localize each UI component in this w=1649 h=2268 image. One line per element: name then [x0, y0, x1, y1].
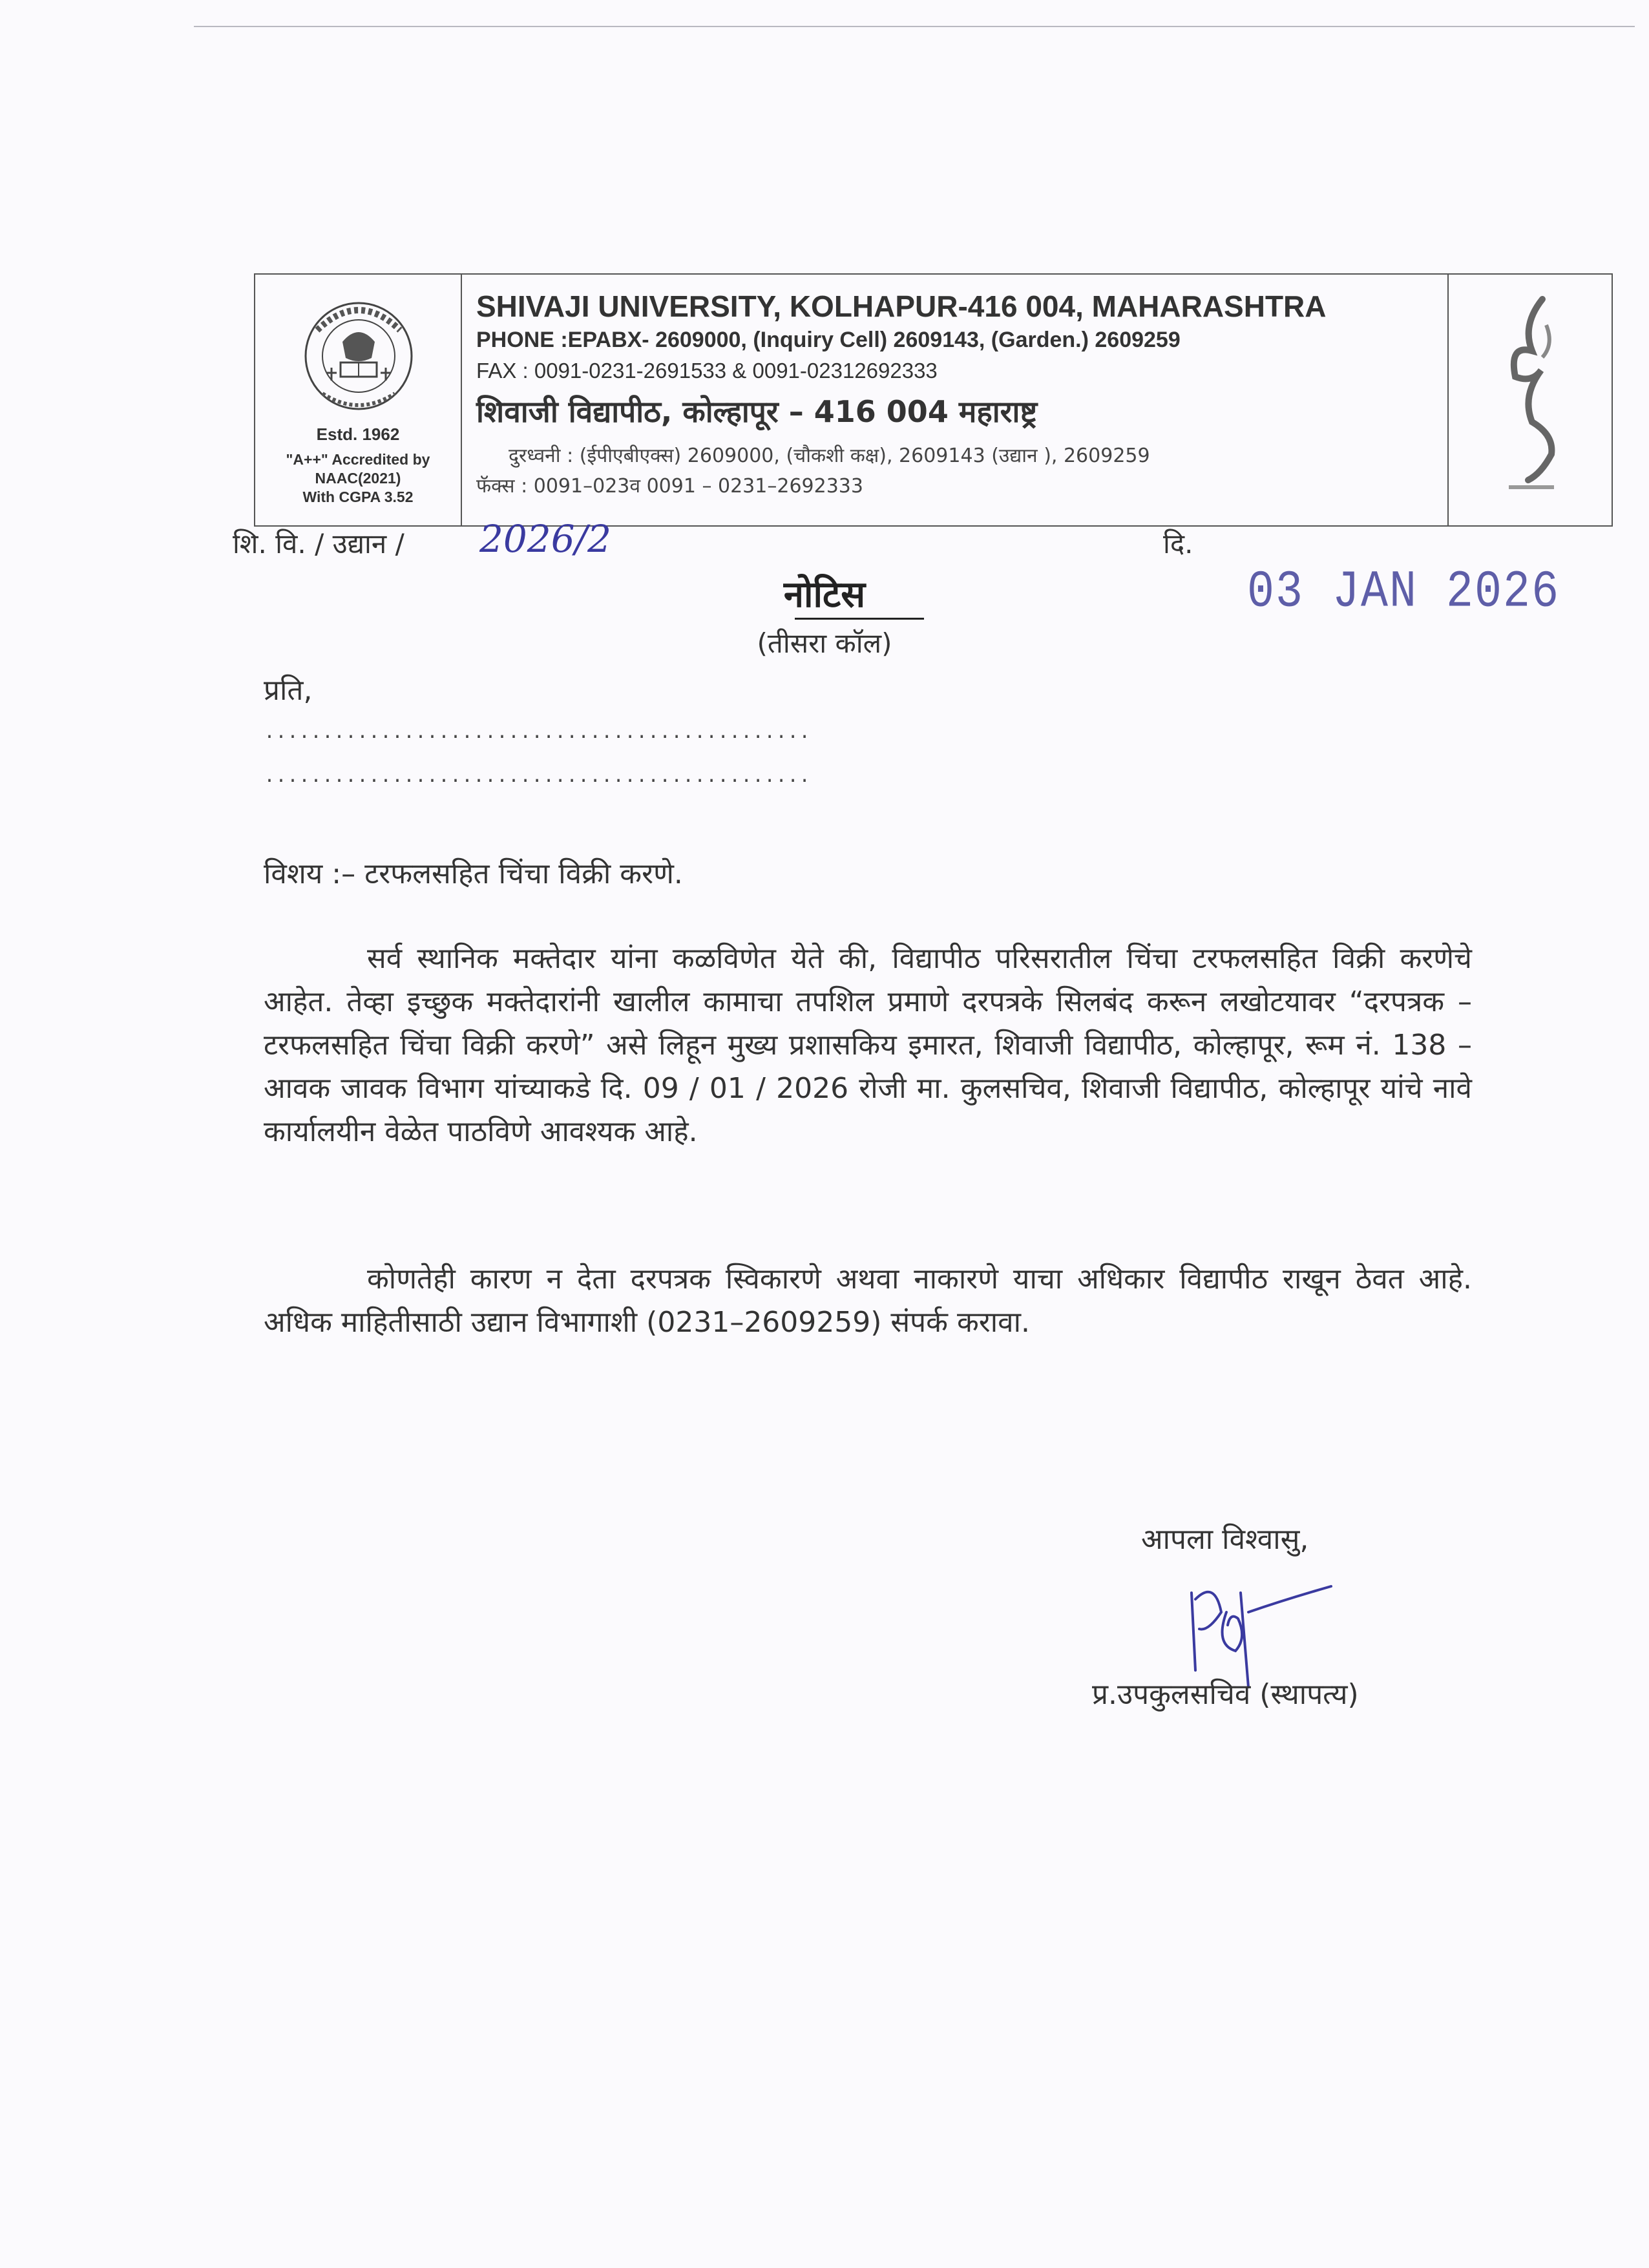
page-top-edge-line — [194, 26, 1635, 27]
addressee-blank-line: ............................................... — [264, 722, 811, 744]
university-phone-english: PHONE :EPABX- 2609000, (Inquiry Cell) 2609143, (Garden.) 2609259 — [476, 328, 1181, 352]
reference-number-handwritten: 2026/2 — [479, 517, 612, 561]
date-stamp: 03 JAN 2026 — [1247, 563, 1560, 622]
subject-line: विशय :– टरफलसहित चिंचा विक्री करणे. — [264, 857, 683, 890]
university-fax-marathi: फॅक्स : 0091–023व 0091 – 0231–2692333 — [476, 475, 863, 498]
signature — [1176, 1573, 1338, 1690]
closing-salutation: आपला विश्वासु, — [1141, 1523, 1309, 1556]
accreditation-text — [255, 450, 461, 507]
body-paragraph: सर्व स्थानिक मक्तेदार यांना कळविणेत येते की, विद्यापीठ परिसरातील चिंचा टरफलसहित विक्री करणेचे आहेत. तेव्हा इच्छुक मक्तेदारांनी खालील कामाचा तपशिल प्रमाणे दरपत्रके सिलबंद करून लखोटयावर “दरपत्रक – टरफलसहित चिंचा विक्री करणे” असे लिहून मुख्य प्रशासकिय इमारत, शिवाजी विद्यापीठ, कोल्हापूर, रूम नं. 138 – आवक जावक विभाग यांच्याकडे दि. 09 / 01 / 2026 रोजी मा. कुलसचिव, शिवाजी विद्यापीठ, कोल्हापूर यांचे नावे कार्यालयीन वेळेत पाठविणे आवश्यक आहे. — [264, 942, 1472, 1148]
university-phone-marathi: दुरध्वनी : (ईपीएबीएक्स) 2609000, (चौकशी कक्ष), 2609143 (उद्यान ), 2609259 — [509, 445, 1150, 467]
anniversary-emblem-icon — [1470, 286, 1593, 499]
established-year: Estd. 1962 — [316, 425, 400, 444]
addressee-label: प्रति, — [264, 674, 313, 707]
university-name-marathi: शिवाजी विद्यापीठ, कोल्हापूर – 416 004 महाराष्ट्र — [476, 394, 1038, 429]
accreditation-line: With CGPA 3.52 — [302, 488, 414, 505]
letterhead-divider-left — [461, 275, 462, 525]
reference-number-prefix: शि. वि. / उद्यान / — [233, 528, 404, 560]
accreditation-line: "A++" Accredited by — [286, 451, 430, 468]
letterhead-divider-right — [1447, 275, 1449, 525]
title-underline — [795, 618, 924, 620]
university-fax-english: FAX : 0091-0231-2691533 & 0091-02312692333 — [476, 359, 938, 383]
date-label: दि. — [1163, 528, 1193, 560]
body-paragraph: कोणतेही कारण न देता दरपत्रक स्विकारणे अथवा नाकारणे याचा अधिकार विद्यापीठ राखून ठेवत आहे. अधिक माहितीसाठी उद्यान विभागाशी (0231–2609259) संपर्क करावा. — [264, 1263, 1472, 1339]
university-seal-icon — [281, 297, 436, 419]
university-name-english: SHIVAJI UNIVERSITY, KOLHAPUR-416 004, MAHARASHTRA — [476, 289, 1327, 323]
addressee-blank-line: ............................................... — [264, 766, 811, 788]
notice-title: नोटिस — [783, 574, 866, 616]
notice-subtitle: (तीसरा कॉल) — [757, 627, 892, 659]
letterhead — [254, 273, 1613, 527]
signatory-designation: प्र.उपकुलसचिव (स्थापत्य) — [1092, 1678, 1359, 1711]
accreditation-line: NAAC(2021) — [315, 470, 401, 487]
